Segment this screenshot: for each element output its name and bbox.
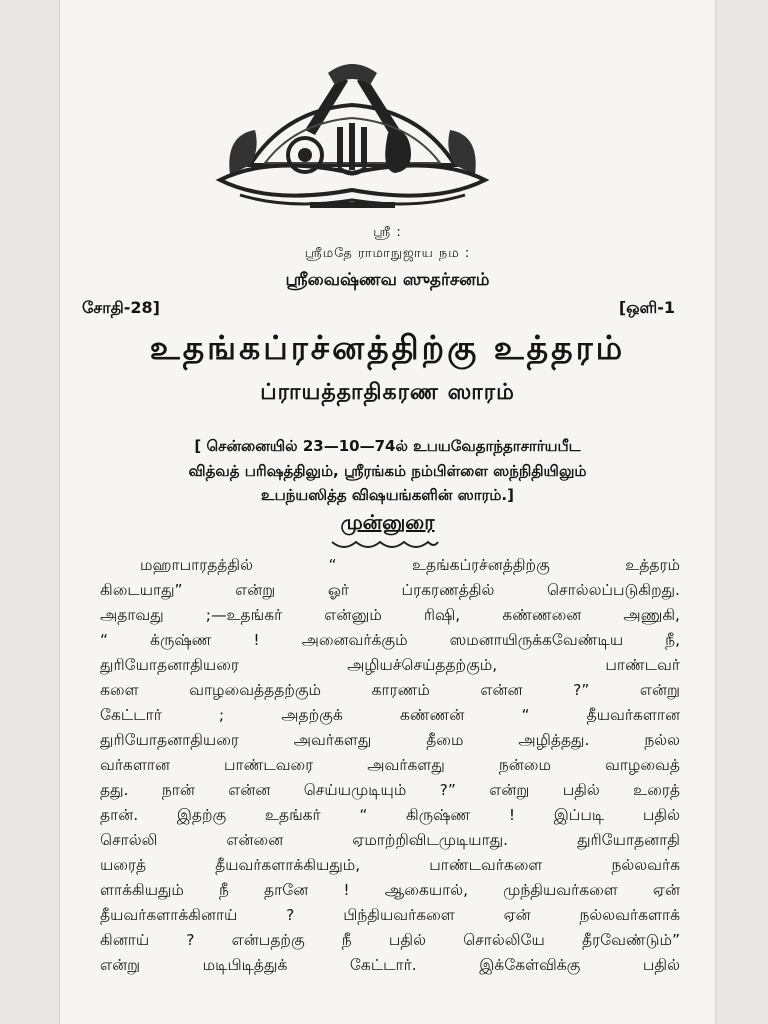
body-line: தீயவர்களாக்கினாய் ? பிந்தியவர்களை ஏன் நல்லவர்களாக் <box>100 906 680 924</box>
issue-label: [ஒளி-1 <box>618 298 675 317</box>
body-line: வர்களான பாண்டவரை அவர்களது நன்மை வாழவைத் <box>100 756 680 774</box>
body-line: தது. நான் என்ன செய்யமுடியும் ?” என்று பதில் உரைத் <box>100 781 680 799</box>
body-line: கினாய் ? என்பதற்கு நீ பதில் சொல்லியே தீரவேண்டும்” <box>100 931 680 949</box>
invocation-ramanuja: ஸ்ரீமதே ராமாநுஜாய நம : <box>304 246 471 261</box>
body-line: “ க்ருஷ்ண ! அனைவர்க்கும் ஸமனாயிருக்கவேண்டிய நீ, <box>100 631 680 649</box>
note-line: [ சென்னையில் 23—10—74ல் உபயவேதாந்தாசார்யபீட <box>194 437 581 455</box>
invocation-sri: ஸ்ரீ : <box>373 225 402 240</box>
body-line: மஹாபாரதத்தில் “ உதங்கப்ரச்னத்திற்கு உத்தரம் <box>140 556 680 574</box>
body-line: சொல்லி என்னை ஏமாற்றிவிடமுடியாது. துரியோதனாதி <box>100 831 680 849</box>
note-line: உபந்யஸித்த விஷயங்களின் ஸாரம்.] <box>261 486 514 504</box>
body-line: ளாக்கியதும் நீ தானே ! ஆகையால், முந்தியவர்களை ஏன் <box>100 881 680 899</box>
body-line: அதாவது ;—உதங்கர் என்னும் ரிஷி, கண்ணனை அணுகி, <box>100 606 680 624</box>
document-page <box>60 0 715 1024</box>
article-title: உதங்கப்ரச்னத்திற்கு உத்தரம் <box>149 328 626 367</box>
body-line: தான். இதற்கு உதங்கர் “ கிருஷ்ண ! இப்படி பதில் <box>100 806 680 824</box>
body-line: என்று மடிபிடித்துக் கேட்டார். இக்கேள்விக்கு பதில் <box>100 956 680 974</box>
body-line: கேட்டார் ; அதற்குக் கண்ணன் “ தீயவர்களான <box>100 706 680 724</box>
volume-label: சோதி-28] <box>82 298 160 317</box>
body-line: துரியோதனாதியரை அழியச்செய்ததற்கும், பாண்டவர் <box>100 656 680 674</box>
heading-underline-ornament <box>330 538 440 552</box>
body-line: யரைத் தீயவர்களாக்கியதும், பாண்டவர்களை நல்லவர்க <box>100 856 680 874</box>
body-line: கிடையாது” என்று ஓர் ப்ரகரணத்தில் சொல்லப்படுகிறது. <box>100 581 680 599</box>
note-line: வித்வத் பரிஷத்திலும், ஸ்ரீரங்கம் நம்பிள்ளை ஸந்நிதியிலும் <box>188 462 587 480</box>
body-line: களை வாழவைத்ததற்கும் காரணம் என்ன ?” என்று <box>100 681 680 699</box>
body-line: துரியோதனாதியரை அவர்களது தீமை அழித்தது. நல்ல <box>100 731 680 749</box>
magazine-title: ஸ்ரீவைஷ்ணவ ஸுதர்சனம் <box>285 270 490 290</box>
sri-vaishnava-emblem <box>210 55 495 215</box>
article-subtitle: ப்ராயத்தாதிகரண ஸாரம் <box>260 380 515 405</box>
preface-heading: முன்னுரை <box>340 510 435 534</box>
